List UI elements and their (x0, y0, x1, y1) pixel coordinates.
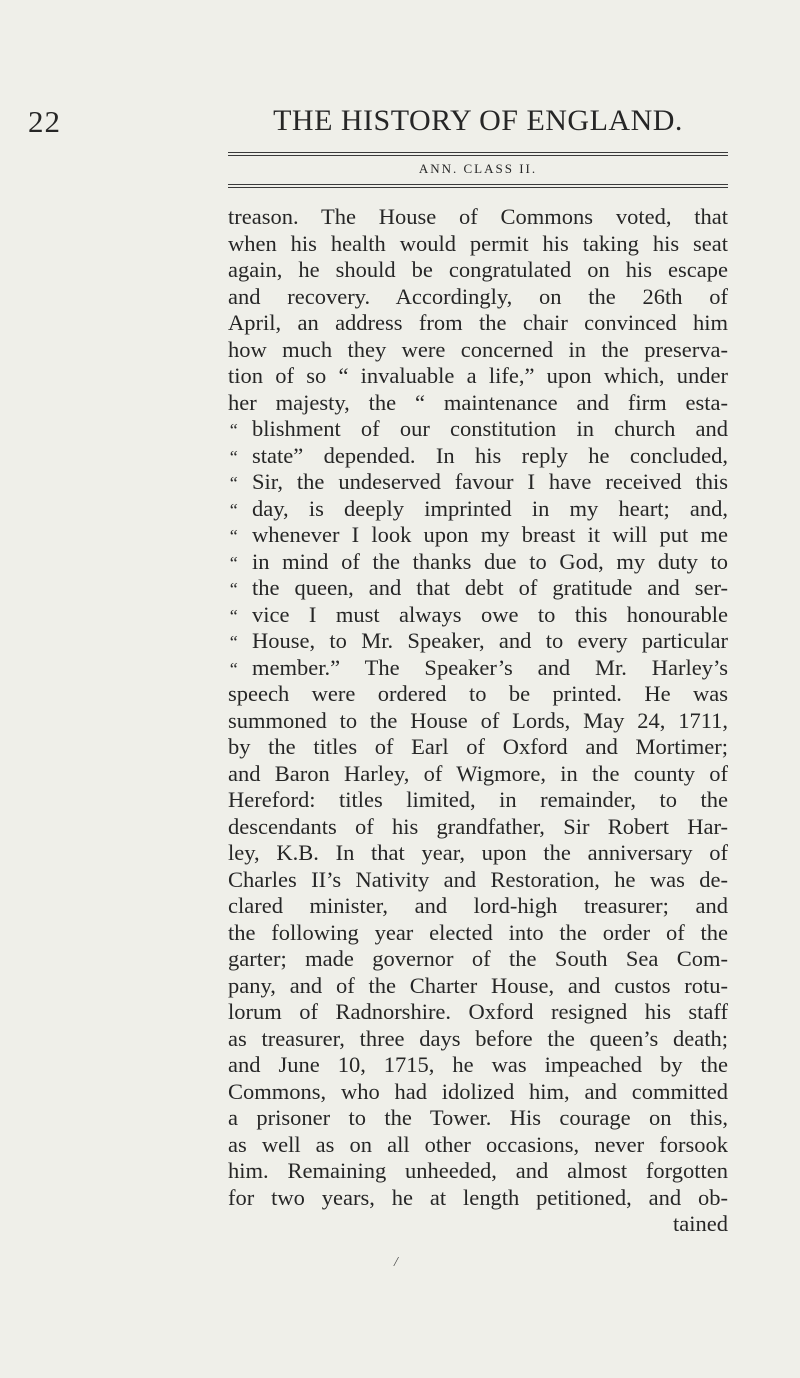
text-line-content: the queen, and that debt of gratitude and ser- (252, 575, 728, 600)
bottom-double-rule-inner (228, 187, 728, 188)
text-line (228, 655, 728, 682)
text-line: pany, and of the Charter House, and custos rotu- (228, 972, 728, 998)
text-line: a prisoner to the Tower. His courage on this, (228, 1105, 728, 1130)
text-line (228, 575, 728, 602)
section-subheading: ANN. CLASS II. (418, 161, 538, 176)
text-line: summoned to the House of Lords, May 24, 1711, (228, 707, 728, 733)
quote-mark: “ (228, 526, 239, 546)
quote-mark: “ (228, 473, 239, 493)
text-line (228, 469, 728, 496)
text-line: garter; made governor of the South Sea Com- (228, 946, 728, 971)
text-line-content: whenever I look upon my breast it will put me (252, 522, 728, 547)
text-line: treason. The House of Commons voted, that (228, 204, 728, 229)
quote-mark: “ (228, 420, 239, 440)
text-line: descendants of his grandfather, Sir Robert Har- (228, 813, 728, 839)
text-line: again, he should be congratulated on his escape (228, 257, 728, 282)
stray-mark: / (394, 1255, 398, 1270)
body-text (228, 204, 728, 1238)
text-line: speech were ordered to be printed. He was (228, 681, 728, 706)
text-line-content: day, is deeply imprinted in my heart; and, (252, 495, 728, 521)
catchword: tained (673, 1211, 728, 1236)
text-line (228, 496, 728, 523)
text-line (228, 549, 728, 576)
quote-mark: “ (228, 605, 239, 626)
text-line-content: in mind of the thanks due to God, my duty to (252, 548, 728, 574)
text-line (228, 416, 728, 443)
top-double-rule-inner (228, 155, 728, 156)
text-line: as well as on all other occasions, never forsook (228, 1131, 728, 1157)
text-line: Charles II’s Nativity and Restoration, he was de- (228, 866, 728, 892)
running-head (0, 104, 800, 144)
text-line: and June 10, 1715, he was impeached by the (228, 1052, 728, 1077)
text-line (228, 522, 728, 549)
text-line: clared minister, and lord-high treasurer; and (228, 893, 728, 918)
top-double-rule (228, 152, 728, 153)
quote-mark: “ (228, 579, 239, 599)
quote-mark: “ (228, 446, 239, 467)
text-line: the following year elected into the order of the (228, 919, 728, 945)
text-line-content: blishment of our constitution in church and (252, 416, 728, 441)
text-line: him. Remaining unheeded, and almost forgotten (228, 1158, 728, 1183)
book-title: THE HISTORY OF ENGLAND. (273, 104, 683, 137)
text-line: how much they were concerned in the preserva- (228, 336, 728, 362)
text-line-content: Sir, the undeserved favour I have received this (252, 469, 728, 494)
text-line: ley, K.B. In that year, upon the anniversary of (228, 840, 728, 865)
quote-mark: “ (228, 658, 239, 679)
text-line: as treasurer, three days before the queen’s death; (228, 1025, 728, 1051)
text-line: Hereford: titles limited, in remainder, to the (228, 787, 728, 812)
text-line: by the titles of Earl of Oxford and Mortimer; (228, 734, 728, 759)
quote-mark: “ (228, 499, 239, 520)
text-line: April, an address from the chair convinced him (228, 310, 728, 335)
text-line: and Baron Harley, of Wigmore, in the county of (228, 760, 728, 786)
text-line: for two years, he at length petitioned, and ob- (228, 1184, 728, 1210)
text-line (228, 602, 728, 629)
text-line-content: House, to Mr. Speaker, and to every particular (252, 628, 728, 653)
text-line-content: vice I must always owe to this honourable (252, 601, 728, 627)
quote-mark: “ (228, 632, 239, 652)
text-line: when his health would permit his taking his seat (228, 230, 728, 256)
bottom-double-rule (228, 184, 728, 185)
text-line: her majesty, the “ maintenance and firm esta- (228, 389, 728, 415)
text-line: Commons, who had idolized him, and committed (228, 1078, 728, 1104)
text-line (228, 443, 728, 470)
text-line: tion of so “ invaluable a life,” upon which, under (228, 363, 728, 388)
text-line: and recovery. Accordingly, on the 26th of (228, 283, 728, 309)
quote-mark: “ (228, 552, 239, 573)
text-line-content: state” depended. In his reply he concluded, (252, 442, 728, 468)
text-line: lorum of Radnorshire. Oxford resigned his staff (228, 999, 728, 1024)
text-line-content: member.” The Speaker’s and Mr. Harley’s (252, 654, 728, 680)
page-number: 22 (28, 104, 61, 139)
text-line (228, 628, 728, 655)
